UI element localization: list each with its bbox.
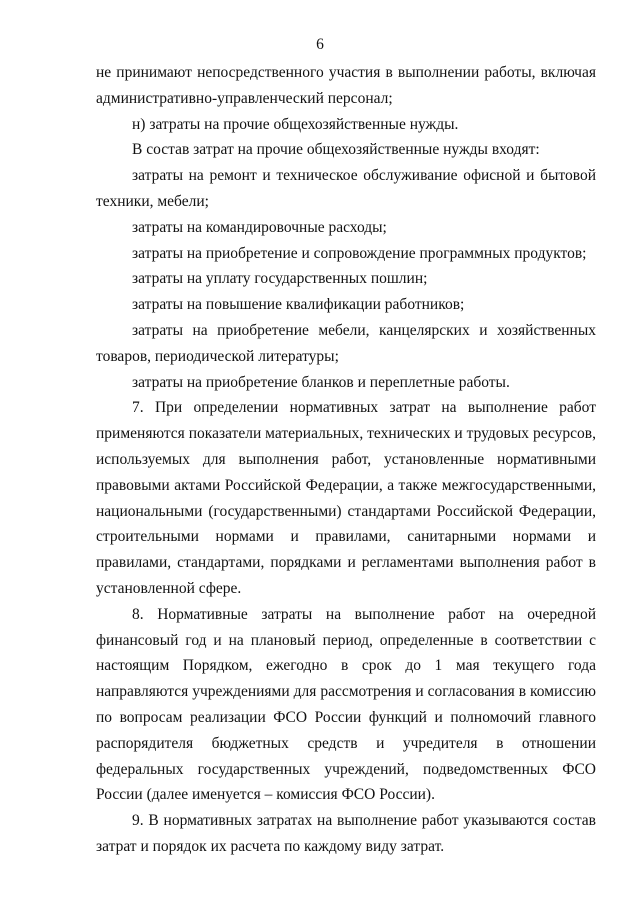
list-item: затраты на приобретение и сопровождение программных продуктов; [132,244,587,262]
page-number: 6 [316,36,324,53]
list-item: затраты на повышение квалификации работников; [132,296,465,314]
paragraph-intro: В состав затрат на прочие общехозяйственные нужды входят: [132,141,540,159]
document-body [96,60,596,860]
paragraph-section-8: 8. Нормативные затраты на выполнение работ на очередной финансовый год и на плановый период, определенные в соответствии с настоящим Порядком, ежегодно в срок до 1 мая текущего года направляются учреждениями для рассмотрения и согласования в комиссию по вопросам реализации ФСО России функций и полномочий главного распорядителя бюджетных средств и учредителя в отношении федеральных государственных учреждений, подведомственных ФСО России (далее именуется – комиссия ФСО России). [96,605,596,804]
paragraph-section-9: 9. В нормативных затратах на выполнение работ указываются состав затрат и порядок их расчета по каждому виду затрат. [96,812,596,855]
list-item: затраты на ремонт и техническое обслуживание офисной и бытовой техники, мебели; [96,167,596,210]
paragraph-continuation: не принимают непосредственного участия в выполнении работы, включая административно-управленческий персонал; [96,64,596,107]
paragraph-item-n: н) затраты на прочие общехозяйственные нужды. [132,115,459,133]
list-item: затраты на уплату государственных пошлин; [132,270,428,288]
list-item: затраты на приобретение бланков и переплетные работы. [132,373,510,391]
paragraph-section-7: 7. При определении нормативных затрат на выполнение работ применяются показатели материальных, технических и трудовых ресурсов, используемых для выполнения работ, установленные нормативными правовыми актами Российской Федерации, а также межгосударственными, национальными (государственными) стандартами Российской Федерации, строительными нормами и правилами, санитарными нормами и правилами, стандартами, порядками и регламентами выполнения работ в установленной сфере. [96,399,596,597]
list-item: затраты на командировочные расходы; [132,218,387,236]
list-item: затраты на приобретение мебели, канцелярских и хозяйственных товаров, периодической литературы; [96,321,596,365]
